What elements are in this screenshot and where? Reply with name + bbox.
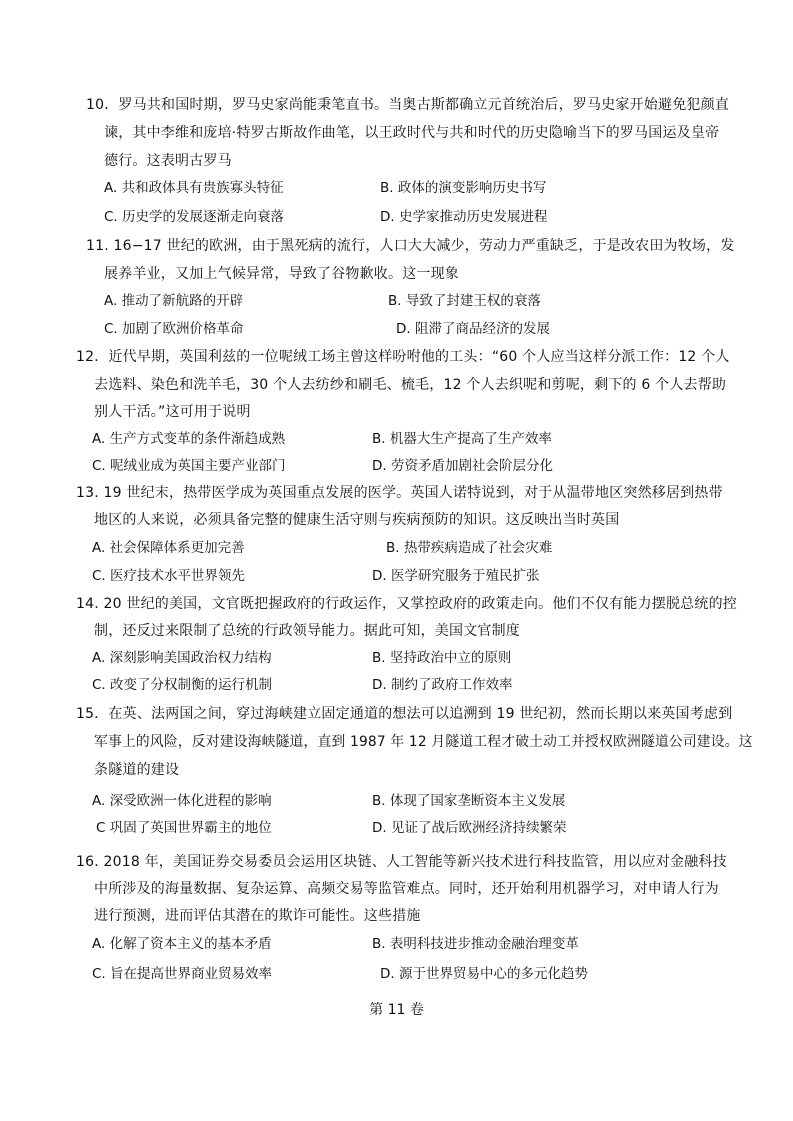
question-16-line-3: 进行预测，进而评估其潜在的欺诈可能性。这些措施 (94, 908, 421, 924)
question-11-option-d[interactable]: D. 阻滞了商品经济的发展 (396, 321, 550, 337)
question-14-line-2: 制，还反过来限制了总统的行政领导能力。据此可知，美国文官制度 (94, 623, 520, 639)
question-10-line-1: 10．罗马共和国时期，罗马史家尚能秉笔直书。当奥古斯都确立元首统治后，罗马史家开始避免犯颜直 (86, 97, 730, 113)
question-10-line-2: 谏，其中李维和庞培·特罗古斯故作曲笔，以王政时代与共和时代的历史隐喻当下的罗马国运及皇帝 (104, 125, 720, 141)
question-16-line-2: 中所涉及的海量数据、复杂运算、高频交易等监管难点。同时，还开始利用机器学习，对申请人行为 (94, 881, 719, 897)
question-15-option-b[interactable]: B. 体现了国家垄断资本主义发展 (372, 793, 566, 809)
question-10-option-d[interactable]: D. 史学家推动历史发展进程 (380, 209, 548, 225)
question-13-option-d[interactable]: D. 医学研究服务于殖民扩张 (372, 568, 540, 584)
question-14-option-b[interactable]: B. 坚持政治中立的原则 (372, 650, 512, 666)
question-11-option-b[interactable]: B. 导致了封建王权的衰落 (388, 293, 541, 309)
question-11-option-a[interactable]: A. 推动了新航路的开辟 (104, 293, 244, 309)
question-14-option-c[interactable]: C. 改变了分权制衡的运行机制 (92, 677, 273, 693)
question-11-line-2: 展养羊业，又加上气候异常，导致了谷物歉收。这一现象 (104, 266, 459, 282)
question-16-line-1: 16. 2018 年，美国证券交易委员会运用区块链、人工智能等新兴技术进行科技监管，用以应对金融科技 (76, 854, 727, 870)
question-16-option-b[interactable]: B. 表明科技进步推动金融治理变革 (372, 936, 579, 952)
question-15-option-a[interactable]: A. 深受欧洲一体化进程的影响 (92, 793, 272, 809)
question-12-option-d[interactable]: D. 劳资矛盾加剧社会阶层分化 (372, 458, 553, 474)
question-13-line-2: 地区的人来说，必须具备完整的健康生活守则与疾病预防的知识。这反映出当时英国 (94, 512, 620, 528)
question-16-option-c[interactable]: C. 旨在提高世界商业贸易效率 (92, 966, 273, 982)
question-10-option-a[interactable]: A. 共和政体具有贵族寡头特征 (104, 180, 284, 196)
question-10-line-3: 德行。这表明古罗马 (104, 153, 232, 169)
question-16-option-a[interactable]: A. 化解了资本主义的基本矛盾 (92, 936, 272, 952)
question-12-line-1: 12．近代早期，英国利兹的一位呢绒工场主曾这样吩咐他的工头：“60 个人应当这样分派工作：12 个人 (76, 349, 730, 365)
question-15-option-d[interactable]: D. 见证了战后欧洲经济持续繁荣 (372, 820, 567, 836)
question-10-option-c[interactable]: C. 历史学的发展逐渐走向衰落 (104, 209, 285, 225)
question-15-option-c[interactable]: C 巩固了英国世界霸主的地位 (96, 820, 272, 836)
question-10-option-b[interactable]: B. 政体的演变影响历史书写 (380, 180, 547, 196)
question-14-option-a[interactable]: A. 深刻影响美国政治权力结构 (92, 650, 272, 666)
question-12-option-b[interactable]: B. 机器大生产提高了生产效率 (372, 431, 552, 447)
question-11-option-c[interactable]: C. 加剧了欧洲价格革命 (104, 321, 244, 337)
question-15-line-2: 军事上的风险，反对建设海峡隧道，直到 1987 年 12 月隧道工程才破土动工并授权欧洲隧道公司建设。这 (94, 734, 753, 750)
question-15-line-1: 15．在英、法两国之间，穿过海峡建立固定通道的想法可以追溯到 19 世纪初，然而长期以来英国考虑到 (76, 706, 733, 722)
question-11-line-1: 11. 16−17 世纪的欧洲，由于黑死病的流行，人口大大减少，劳动力严重缺乏，于是改农田为牧场，发 (86, 238, 735, 254)
question-13-line-1: 13. 19 世纪末，热带医学成为英国重点发展的医学。英国人诺特说到，对于从温带地区突然移居到热带 (76, 485, 723, 501)
question-15-line-3: 条隧道的建设 (94, 762, 180, 778)
question-16-option-d[interactable]: D. 源于世界贸易中心的多元化趋势 (380, 966, 588, 982)
question-14-option-d[interactable]: D. 制约了政府工作效率 (372, 677, 513, 693)
question-12-line-3: 别人干活。”这可用于说明 (94, 404, 251, 420)
question-13-option-a[interactable]: A. 社会保障体系更加完善 (92, 540, 245, 556)
page-number: 第 11 卷 (369, 1002, 424, 1018)
question-12-line-2: 去选料、染色和洗羊毛，30 个人去纺纱和刷毛、梳毛，12 个人去织呢和剪呢，剩下的 6 个人去帮助 (94, 377, 727, 393)
question-13-option-b[interactable]: B. 热带疾病造成了社会灾难 (386, 540, 553, 556)
question-12-option-c[interactable]: C. 呢绒业成为英国主要产业部门 (92, 458, 286, 474)
question-14-line-1: 14. 20 世纪的美国，文官既把握政府的行政运作，又掌控政府的政策走向。他们不仅有能力摆脱总统的控 (76, 596, 737, 612)
question-13-option-c[interactable]: C. 医疗技术水平世界领先 (92, 568, 246, 584)
question-12-option-a[interactable]: A. 生产方式变革的条件渐趋成熟 (92, 431, 286, 447)
